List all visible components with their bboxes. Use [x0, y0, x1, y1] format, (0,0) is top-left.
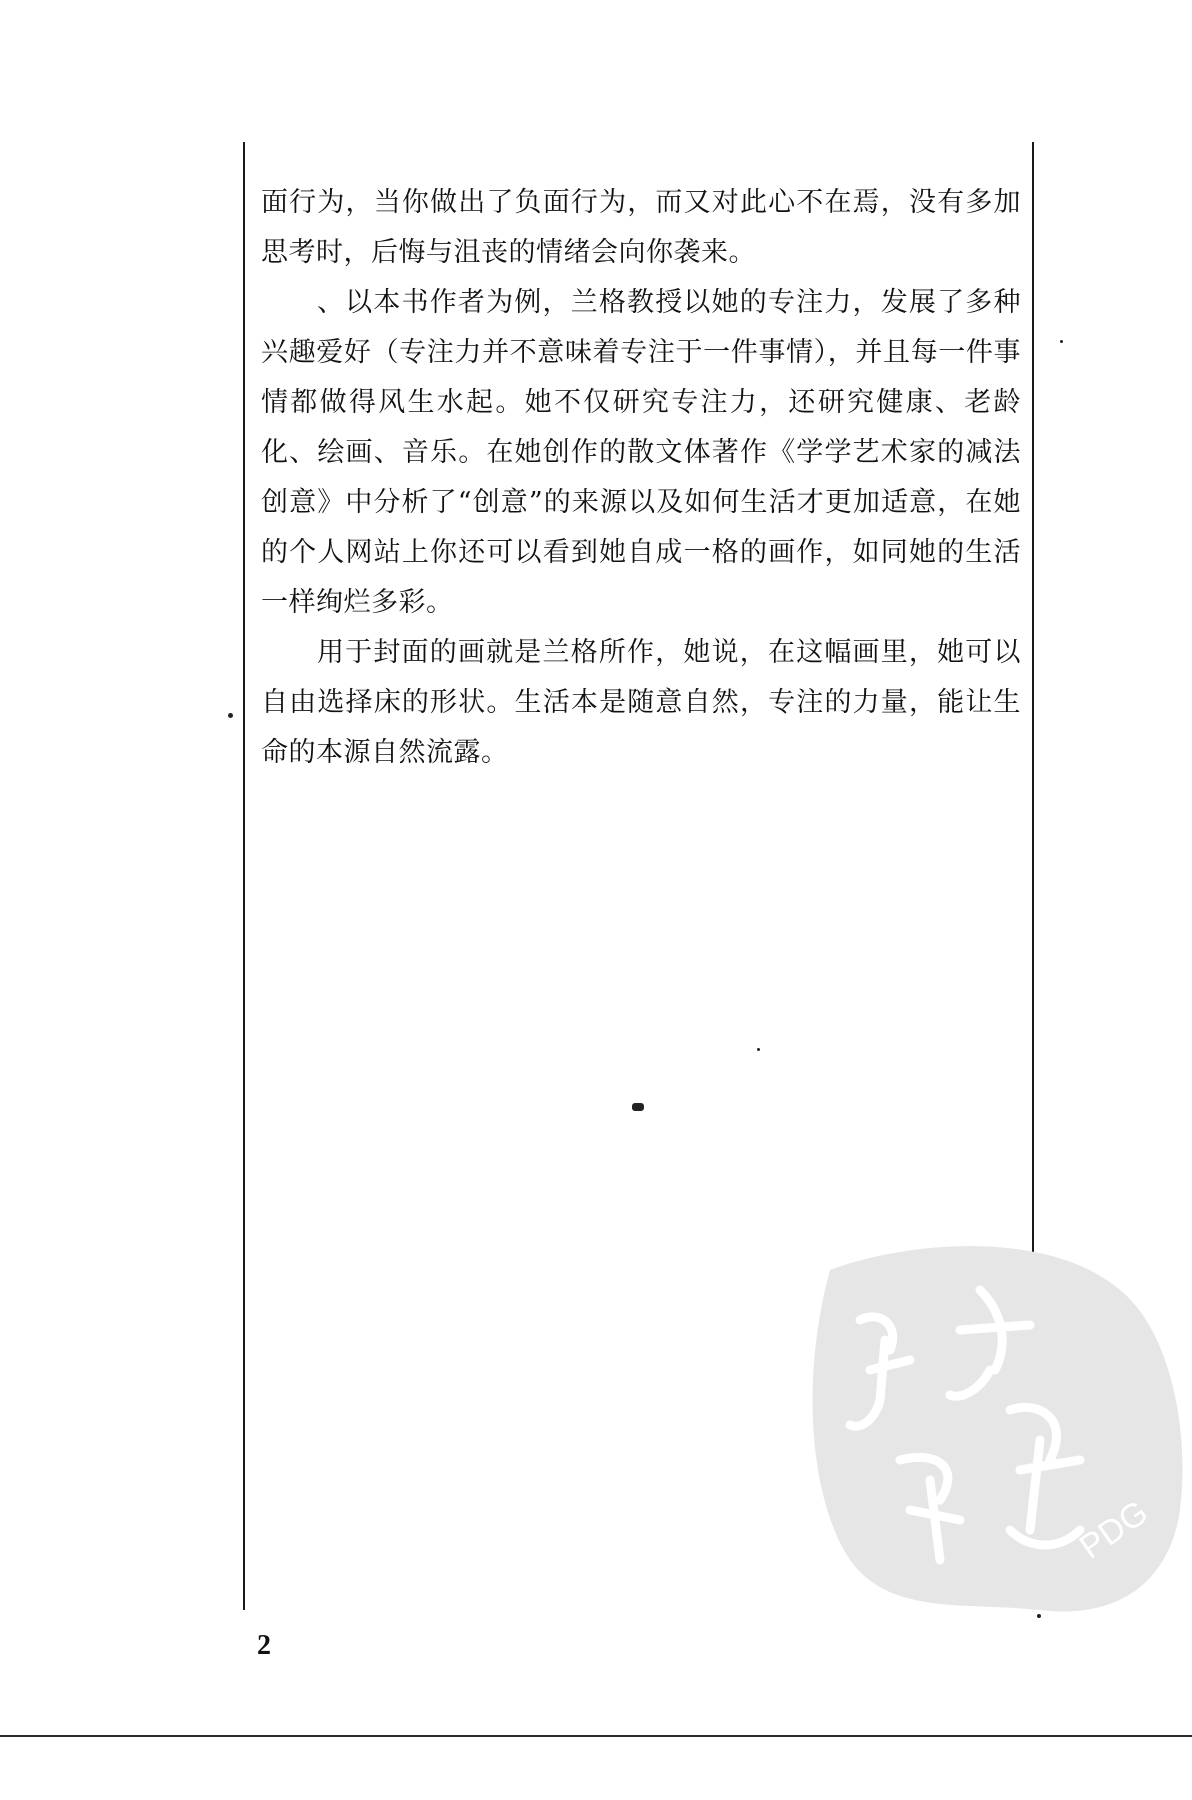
scan-speck — [1060, 340, 1063, 343]
watermark-seal — [790, 1230, 1190, 1630]
scan-speck — [228, 713, 233, 718]
scan-speck — [632, 1103, 644, 1111]
paragraph-3: 用于封面的画就是兰格所作，她说，在这幅画里，她可以自由选择床的形状。生活本是随意自然，专注的力量，能让生命的本源自然流露。 — [261, 637, 1021, 768]
paragraph-1: 面行为，当你做出了负面行为，而又对此心不在焉，没有多加思考时，后悔与沮丧的情绪会向你袭来。 — [261, 187, 1021, 268]
paragraph-2: 、以本书作者为例，兰格教授以她的专注力，发展了多种兴趣爱好（专注力并不意味着专注于一件事情），并且每一件事情都做得风生水起。她不仅研究专注力，还研究健康、老龄化、绘画、音乐。在她创作的散文体著作《学学艺术家的减法创意》中分析了“创意”的来源以及如何生活才更加适意，在她的个人网站上你还可以看到她自成一格的画作，如同她的生活一样绚烂多彩。 — [261, 287, 1021, 618]
scan-speck — [757, 1048, 760, 1051]
left-margin-rule — [243, 142, 245, 1610]
bottom-scan-edge — [0, 1735, 1192, 1737]
watermark-text: PDG — [1072, 1493, 1155, 1567]
page-number: 2 — [257, 1630, 271, 1661]
body-text — [261, 178, 1021, 778]
